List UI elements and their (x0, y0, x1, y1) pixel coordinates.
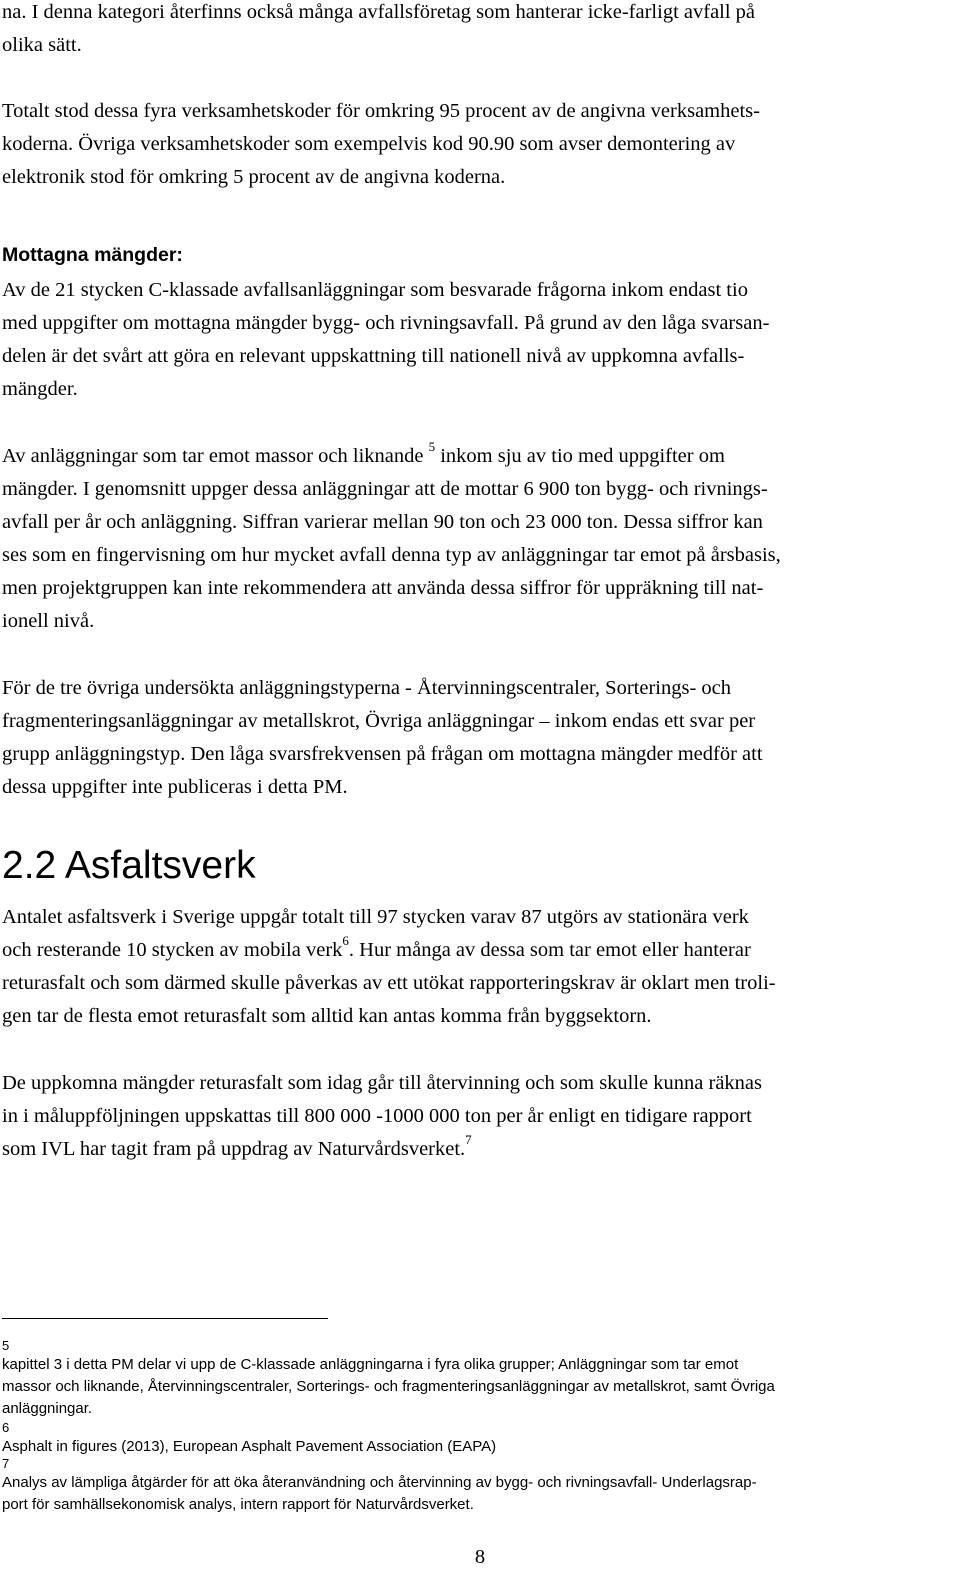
text-line: men projektgruppen kan inte rekommendera att använda dessa siffror för uppräkning till nat- (2, 577, 764, 599)
footnote-line: port för samhällsekonomisk analys, intern rapport för Naturvårdsverket. (2, 1496, 474, 1513)
footnote-reference: 5 (428, 439, 436, 455)
text-segment: . Hur många av dessa som tar emot eller hanterar (348, 939, 751, 961)
subheading-mottagna-mangder: Mottagna mängder: (2, 244, 183, 266)
text-line: ionell nivå. (2, 610, 95, 632)
footnote-6 (2, 1420, 950, 1458)
paragraph-verksamhetskoder (2, 95, 950, 194)
footnote-mark: 6 (2, 1420, 10, 1435)
text-line: dessa uppgifter inte publiceras i detta PM. (2, 776, 348, 798)
text-line: De uppkomna mängder returasfalt som idag går till återvinning och som skulle kunna räknas (2, 1072, 763, 1094)
text-segment: som IVL har tagit fram på uppdrag av Naturvårdsverket. (2, 1138, 466, 1160)
paragraph-intro (2, 0, 950, 62)
footnote-7 (2, 1456, 950, 1516)
footnote-separator (2, 1318, 328, 1319)
text-line: Antalet asfaltsverk i Sverige uppgår totalt till 97 stycken varav 87 utgörs av stationära verk (2, 906, 749, 928)
text-line: na. I denna kategori återfinns också många avfallsföretag som hanterar icke-farligt avfall på (2, 1, 756, 23)
footnote-line: anläggningar. (2, 1400, 93, 1417)
text-line (2, 1133, 950, 1166)
text-line: grupp anläggningstyp. Den låga svarsfrekvensen på frågan om mottagna mängder medför att (2, 743, 763, 765)
text-line: koderna. Övriga verksamhetskoder som exempelvis kod 90.90 som avser demontering av (2, 133, 736, 155)
text-line: elektronik stod för omkring 5 procent av de angivna koderna. (2, 166, 506, 188)
text-segment: Av anläggningar som tar emot massor och liknande (2, 445, 429, 467)
text-line: mängder. (2, 378, 78, 400)
footnote-mark: 7 (2, 1456, 10, 1471)
paragraph-ovriga-anlaggningstyper (2, 672, 950, 804)
footnote-5 (2, 1338, 950, 1420)
paragraph-asfaltsverk (2, 901, 950, 1033)
section-heading: 2.2 Asfaltsverk (2, 844, 256, 887)
text-line: med uppgifter om mottagna mängder bygg- och rivningsavfall. På grund av den låga svarsan- (2, 312, 770, 334)
text-line: in i måluppföljningen uppskattas till 800 000 -1000 000 ton per år enligt en tidigare rapport (2, 1105, 752, 1127)
text-segment: inkom sju av tio med uppgifter om (435, 445, 725, 467)
page-number: 8 (474, 1546, 486, 1568)
paragraph-mottagna-mangder (2, 274, 950, 406)
footnote-line: massor och liknande, Återvinningscentraler, Sorterings- och fragmenteringsanläggningar av metallskrot, samt Övriga (2, 1378, 775, 1395)
text-segment: och resterande 10 stycken av mobila verk (2, 939, 343, 961)
footnote-line: kapittel 3 i detta PM delar vi upp de C-klassade anläggningarna i fyra olika grupper; Anläggningar som tar emot (2, 1356, 739, 1373)
footnote-mark: 5 (2, 1338, 10, 1353)
text-line: fragmenteringsanläggningar av metallskrot, Övriga anläggningar – inkom endas ett svar per (2, 710, 756, 732)
text-line: mängder. I genomsnitt uppger dessa anläggningar att de mottar 6 900 ton bygg- och rivnings- (2, 478, 768, 500)
footnote-reference: 7 (465, 1132, 472, 1148)
paragraph-massor (2, 440, 950, 638)
text-line: returasfalt och som därmed skulle påverkas av ett utökat rapporteringskrav är oklart men troli- (2, 972, 776, 994)
text-line: avfall per år och anläggning. Siffran varierar mellan 90 ton och 23 000 ton. Dessa siffror kan (2, 511, 763, 533)
text-line: Av de 21 stycken C-klassade avfallsanläggningar som besvarade frågorna inkom endast tio (2, 279, 748, 301)
text-line: För de tre övriga undersökta anläggningstyperna - Återvinningscentraler, Sorterings- och (2, 677, 731, 699)
text-line: delen är det svårt att göra en relevant uppskattning till nationell nivå av uppkomna avfalls- (2, 345, 745, 367)
footnote-reference: 6 (342, 933, 349, 949)
text-line: Totalt stod dessa fyra verksamhetskoder för omkring 95 procent av de angivna verksamhets- (2, 100, 760, 122)
paragraph-returasfalt (2, 1067, 950, 1166)
footnote-line: Analys av lämpliga åtgärder för att öka återanvändning och återvinning av bygg- och rivningsavfall- Underlagsrap- (2, 1474, 757, 1491)
text-line: olika sätt. (2, 34, 82, 56)
text-line: gen tar de flesta emot returasfalt som alltid kan antas komma från byggsektorn. (2, 1005, 652, 1027)
text-line (2, 934, 950, 967)
text-line: ses som en fingervisning om hur mycket avfall denna typ av anläggningar tar emot på årsbasis, (2, 544, 781, 566)
text-line (2, 440, 950, 473)
footnote-line: Asphalt in figures (2013), European Asphalt Pavement Association (EAPA) (2, 1438, 497, 1455)
